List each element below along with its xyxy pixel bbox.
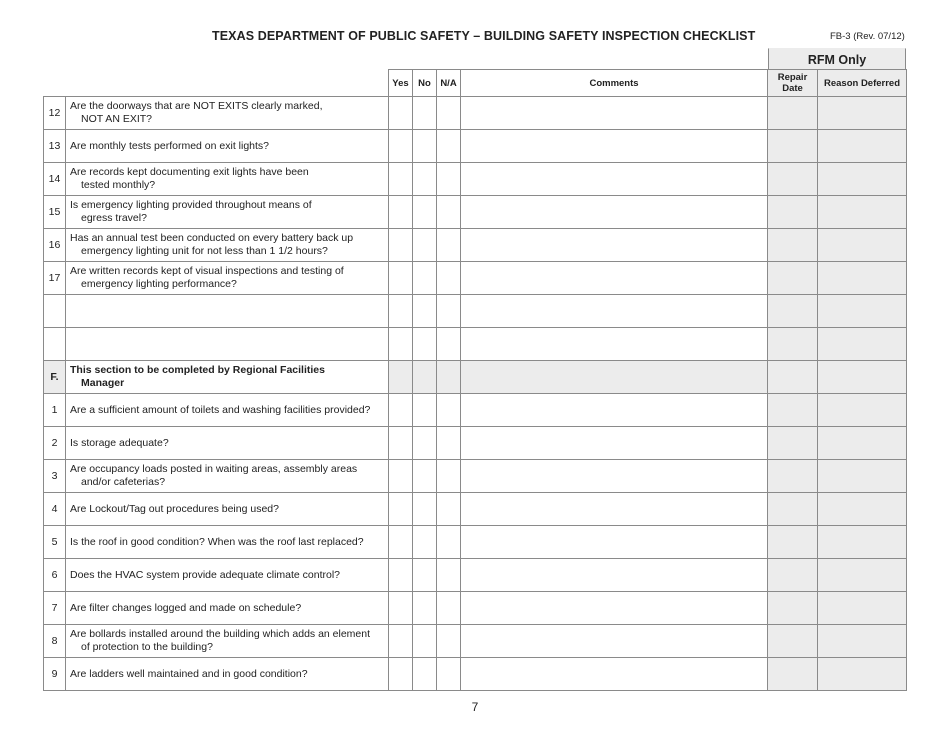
yes-cell[interactable] bbox=[389, 295, 413, 328]
repair-date-cell[interactable] bbox=[768, 460, 818, 493]
na-cell[interactable] bbox=[437, 526, 461, 559]
table-row bbox=[44, 229, 907, 262]
question-line2: NOT AN EXIT? bbox=[81, 113, 152, 125]
question-text[interactable] bbox=[66, 328, 389, 361]
comments-cell[interactable] bbox=[461, 262, 768, 295]
row-number: 9 bbox=[44, 658, 66, 691]
yes-cell[interactable] bbox=[389, 328, 413, 361]
repair-date-line1: Repair bbox=[777, 72, 808, 83]
repair-date-cell bbox=[768, 361, 818, 394]
document-title: TEXAS DEPARTMENT OF PUBLIC SAFETY – BUILDING SAFETY INSPECTION CHECKLIST bbox=[212, 29, 756, 43]
reason-deferred-cell[interactable] bbox=[818, 592, 907, 625]
question-text bbox=[66, 493, 389, 526]
row-number: 13 bbox=[44, 130, 66, 163]
comments-cell[interactable] bbox=[461, 658, 768, 691]
na-cell[interactable] bbox=[437, 427, 461, 460]
no-cell[interactable] bbox=[413, 460, 437, 493]
repair-date-cell[interactable] bbox=[768, 559, 818, 592]
yes-cell[interactable] bbox=[389, 559, 413, 592]
question-text bbox=[66, 196, 389, 229]
comments-cell[interactable] bbox=[461, 427, 768, 460]
no-cell[interactable] bbox=[413, 625, 437, 658]
comments-cell[interactable] bbox=[461, 493, 768, 526]
na-cell[interactable] bbox=[437, 592, 461, 625]
yes-cell[interactable] bbox=[389, 394, 413, 427]
reason-deferred-cell[interactable] bbox=[818, 394, 907, 427]
reason-deferred-cell[interactable] bbox=[818, 328, 907, 361]
reason-deferred-cell[interactable] bbox=[818, 130, 907, 163]
comments-cell[interactable] bbox=[461, 625, 768, 658]
reason-deferred-cell[interactable] bbox=[818, 460, 907, 493]
no-cell[interactable] bbox=[413, 163, 437, 196]
question-text bbox=[66, 427, 389, 460]
question-text bbox=[66, 229, 389, 262]
repair-date-cell[interactable] bbox=[768, 427, 818, 460]
row-number: 2 bbox=[44, 427, 66, 460]
no-cell[interactable] bbox=[413, 196, 437, 229]
no-cell[interactable] bbox=[413, 295, 437, 328]
no-cell[interactable] bbox=[413, 592, 437, 625]
yes-cell[interactable] bbox=[389, 130, 413, 163]
no-cell[interactable] bbox=[413, 97, 437, 130]
column-header-reason-deferred: Reason Deferred bbox=[818, 70, 907, 97]
question-text bbox=[66, 163, 389, 196]
row-number: 15 bbox=[44, 196, 66, 229]
repair-date-cell[interactable] bbox=[768, 493, 818, 526]
table-row bbox=[44, 559, 907, 592]
na-cell[interactable] bbox=[437, 97, 461, 130]
question-text bbox=[66, 460, 389, 493]
repair-date-cell[interactable] bbox=[768, 229, 818, 262]
reason-deferred-cell[interactable] bbox=[818, 625, 907, 658]
rfm-only-label: RFM Only bbox=[768, 48, 906, 70]
question-line1: Does the HVAC system provide adequate climate control? bbox=[70, 568, 341, 581]
comments-cell[interactable] bbox=[461, 295, 768, 328]
yes-cell[interactable] bbox=[389, 262, 413, 295]
repair-date-cell[interactable] bbox=[768, 526, 818, 559]
row-number bbox=[44, 328, 66, 361]
comments-cell bbox=[461, 361, 768, 394]
reason-deferred-cell[interactable] bbox=[818, 427, 907, 460]
section-letter: F. bbox=[44, 361, 66, 394]
form-number: FB-3 (Rev. 07/12) bbox=[830, 31, 905, 42]
na-cell[interactable] bbox=[437, 328, 461, 361]
table-row bbox=[44, 130, 907, 163]
question-line1: Are written records kept of visual inspections and testing of bbox=[70, 265, 344, 277]
na-cell[interactable] bbox=[437, 196, 461, 229]
reason-deferred-cell bbox=[818, 361, 907, 394]
row-number: 1 bbox=[44, 394, 66, 427]
na-cell[interactable] bbox=[437, 130, 461, 163]
column-header-repair-date bbox=[768, 70, 818, 97]
na-cell[interactable] bbox=[437, 559, 461, 592]
yes-cell[interactable] bbox=[389, 427, 413, 460]
na-cell bbox=[437, 361, 461, 394]
table-row bbox=[44, 625, 907, 658]
no-cell[interactable] bbox=[413, 262, 437, 295]
question-line2: of protection to the building? bbox=[81, 641, 213, 653]
reason-deferred-cell[interactable] bbox=[818, 295, 907, 328]
repair-date-cell[interactable] bbox=[768, 262, 818, 295]
yes-cell[interactable] bbox=[389, 658, 413, 691]
comments-cell[interactable] bbox=[461, 229, 768, 262]
no-cell[interactable] bbox=[413, 394, 437, 427]
table-row bbox=[44, 526, 907, 559]
no-cell[interactable] bbox=[413, 658, 437, 691]
comments-cell[interactable] bbox=[461, 196, 768, 229]
yes-cell[interactable] bbox=[389, 592, 413, 625]
comments-cell[interactable] bbox=[461, 526, 768, 559]
question-text bbox=[66, 97, 389, 130]
question-text bbox=[66, 625, 389, 658]
table-row bbox=[44, 460, 907, 493]
section-heading bbox=[66, 361, 389, 394]
column-header-comments: Comments bbox=[461, 70, 768, 97]
question-line1: Are filter changes logged and made on schedule? bbox=[70, 601, 302, 614]
comments-cell[interactable] bbox=[461, 328, 768, 361]
table-row bbox=[44, 658, 907, 691]
repair-date-cell[interactable] bbox=[768, 394, 818, 427]
table-row bbox=[44, 427, 907, 460]
section-heading-line1: This section to be completed by Regional Facilities bbox=[70, 364, 325, 376]
repair-date-cell[interactable] bbox=[768, 658, 818, 691]
no-cell[interactable] bbox=[413, 526, 437, 559]
table-row bbox=[44, 196, 907, 229]
question-line1: Is emergency lighting provided throughout means of bbox=[70, 199, 312, 211]
question-line2: emergency lighting performance? bbox=[81, 278, 237, 290]
na-cell[interactable] bbox=[437, 295, 461, 328]
repair-date-cell[interactable] bbox=[768, 592, 818, 625]
question-line1: Are the doorways that are NOT EXITS clearly marked, bbox=[70, 100, 323, 112]
question-text bbox=[66, 559, 389, 592]
no-cell[interactable] bbox=[413, 559, 437, 592]
no-cell[interactable] bbox=[413, 493, 437, 526]
no-cell[interactable] bbox=[413, 130, 437, 163]
question-line1: Are ladders well maintained and in good condition? bbox=[70, 667, 308, 680]
comments-cell[interactable] bbox=[461, 460, 768, 493]
yes-cell[interactable] bbox=[389, 526, 413, 559]
table-row bbox=[44, 97, 907, 130]
repair-date-line2: Date bbox=[782, 83, 803, 94]
question-line1: Has an annual test been conducted on every battery back up bbox=[70, 232, 354, 244]
no-cell[interactable] bbox=[413, 229, 437, 262]
na-cell[interactable] bbox=[437, 163, 461, 196]
yes-cell[interactable] bbox=[389, 196, 413, 229]
inspection-checklist-table bbox=[43, 69, 907, 691]
question-line1: Are Lockout/Tag out procedures being used? bbox=[70, 502, 279, 515]
table-row bbox=[44, 262, 907, 295]
question-line1: Are occupancy loads posted in waiting areas, assembly areas bbox=[70, 463, 358, 475]
na-cell[interactable] bbox=[437, 625, 461, 658]
row-number: 4 bbox=[44, 493, 66, 526]
column-header-yes: Yes bbox=[389, 70, 413, 97]
no-cell[interactable] bbox=[413, 427, 437, 460]
page-number: 7 bbox=[471, 700, 479, 714]
yes-cell[interactable] bbox=[389, 229, 413, 262]
row-number: 6 bbox=[44, 559, 66, 592]
question-line2: tested monthly? bbox=[81, 179, 156, 191]
repair-date-cell[interactable] bbox=[768, 196, 818, 229]
yes-cell[interactable] bbox=[389, 493, 413, 526]
na-cell[interactable] bbox=[437, 658, 461, 691]
reason-deferred-cell[interactable] bbox=[818, 97, 907, 130]
question-line1: Are records kept documenting exit lights have been bbox=[70, 166, 309, 178]
column-header-na: N/A bbox=[437, 70, 461, 97]
header-blank bbox=[44, 70, 389, 97]
question-line1: Are monthly tests performed on exit lights? bbox=[70, 139, 270, 152]
question-text bbox=[66, 592, 389, 625]
table-row bbox=[44, 163, 907, 196]
row-number: 3 bbox=[44, 460, 66, 493]
section-f-row bbox=[44, 361, 907, 394]
reason-deferred-cell[interactable] bbox=[818, 196, 907, 229]
no-cell[interactable] bbox=[413, 328, 437, 361]
reason-deferred-cell[interactable] bbox=[818, 526, 907, 559]
repair-date-cell[interactable] bbox=[768, 625, 818, 658]
repair-date-cell[interactable] bbox=[768, 130, 818, 163]
question-line2: emergency lighting unit for not less than 1 1/2 hours? bbox=[81, 245, 328, 257]
question-line1: Are a sufficient amount of toilets and washing facilities provided? bbox=[70, 403, 371, 416]
no-cell bbox=[413, 361, 437, 394]
reason-deferred-cell[interactable] bbox=[818, 559, 907, 592]
row-number bbox=[44, 295, 66, 328]
column-header-no: No bbox=[413, 70, 437, 97]
row-number: 14 bbox=[44, 163, 66, 196]
row-number: 7 bbox=[44, 592, 66, 625]
reason-deferred-cell[interactable] bbox=[818, 163, 907, 196]
row-number: 8 bbox=[44, 625, 66, 658]
repair-date-cell[interactable] bbox=[768, 295, 818, 328]
na-cell[interactable] bbox=[437, 394, 461, 427]
reason-deferred-cell[interactable] bbox=[818, 658, 907, 691]
repair-date-cell[interactable] bbox=[768, 97, 818, 130]
na-cell[interactable] bbox=[437, 493, 461, 526]
yes-cell[interactable] bbox=[389, 163, 413, 196]
repair-date-cell[interactable] bbox=[768, 163, 818, 196]
reason-deferred-cell[interactable] bbox=[818, 493, 907, 526]
comments-cell[interactable] bbox=[461, 592, 768, 625]
reason-deferred-cell[interactable] bbox=[818, 262, 907, 295]
yes-cell[interactable] bbox=[389, 97, 413, 130]
row-number: 16 bbox=[44, 229, 66, 262]
table-row bbox=[44, 394, 907, 427]
question-line2: egress travel? bbox=[81, 212, 147, 224]
table-header-row bbox=[44, 70, 907, 97]
question-text bbox=[66, 130, 389, 163]
yes-cell bbox=[389, 361, 413, 394]
question-line1: Is storage adequate? bbox=[70, 436, 169, 449]
question-text bbox=[66, 526, 389, 559]
na-cell[interactable] bbox=[437, 460, 461, 493]
question-line1: Is the roof in good condition? When was the roof last replaced? bbox=[70, 535, 364, 548]
na-cell[interactable] bbox=[437, 229, 461, 262]
comments-cell[interactable] bbox=[461, 394, 768, 427]
question-line2: and/or cafeterias? bbox=[81, 476, 166, 488]
comments-cell[interactable] bbox=[461, 559, 768, 592]
row-number: 17 bbox=[44, 262, 66, 295]
reason-deferred-cell[interactable] bbox=[818, 229, 907, 262]
row-number: 5 bbox=[44, 526, 66, 559]
section-heading-line2: Manager bbox=[81, 377, 125, 389]
table-row bbox=[44, 295, 907, 328]
yes-cell[interactable] bbox=[389, 625, 413, 658]
comments-cell[interactable] bbox=[461, 130, 768, 163]
row-number: 12 bbox=[44, 97, 66, 130]
table-row bbox=[44, 592, 907, 625]
table-row bbox=[44, 328, 907, 361]
comments-cell[interactable] bbox=[461, 97, 768, 130]
question-text bbox=[66, 262, 389, 295]
yes-cell[interactable] bbox=[389, 460, 413, 493]
repair-date-cell[interactable] bbox=[768, 328, 818, 361]
question-line1: Are bollards installed around the building which adds an element bbox=[70, 628, 371, 640]
table-row bbox=[44, 493, 907, 526]
question-text bbox=[66, 394, 389, 427]
question-text[interactable] bbox=[66, 295, 389, 328]
na-cell[interactable] bbox=[437, 262, 461, 295]
comments-cell[interactable] bbox=[461, 163, 768, 196]
question-text bbox=[66, 658, 389, 691]
